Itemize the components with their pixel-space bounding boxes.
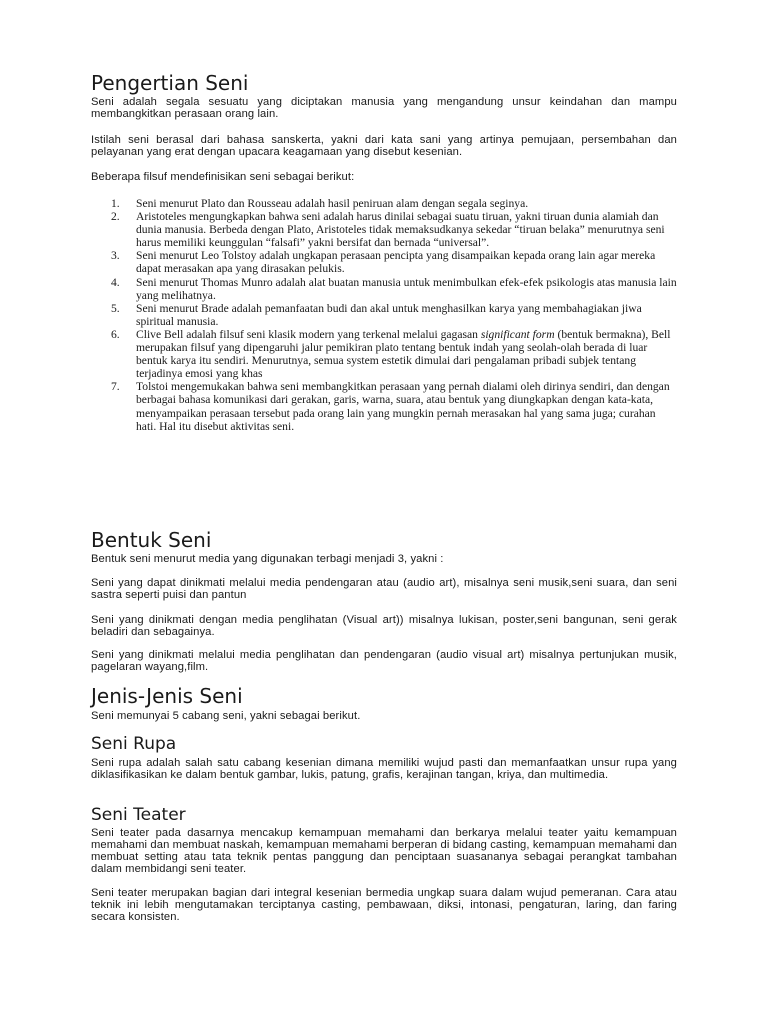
list-item (91, 276, 677, 302)
paragraph-audio-visual-art: Seni yang dinikmati melalui media penglihatan dan pendengaran (audio visual art) misalnya pertunjukan musik, pagelaran wayang,film. (91, 649, 677, 673)
paragraph-seni-rupa: Seni rupa adalah salah satu cabang kesenian dimana memiliki wujud pasti dan memanfaatkan unsur rupa yang diklasifikasikan ke dalam bentuk gambar, lukis, patung, grafis, kerajinan tangan, kriya, dan multimedia. (91, 757, 677, 781)
list-text-a: Clive Bell adalah filsuf seni klasik modern yang terkenal melalui gagasan (136, 327, 481, 341)
list-text: Seni menurut Leo Tolstoy adalah ungkapan perasaan pencipta yang disampaikan kepada orang lain agar mereka dapat merasakan apa yang dirasakan pelukis. (136, 249, 656, 276)
heading-bentuk-seni: Bentuk Seni (91, 528, 212, 552)
list-number: 2. (111, 210, 120, 224)
heading-seni-teater: Seni Teater (91, 805, 186, 825)
paragraph-bentuk-intro: Bentuk seni menurut media yang digunakan terbagi menjadi 3, yakni : (91, 553, 444, 565)
philosophers-list (91, 197, 677, 433)
list-item (91, 249, 677, 275)
list-number: 3. (111, 249, 120, 263)
paragraph-jenis-intro: Seni memunyai 5 cabang seni, yakni sebagai berikut. (91, 710, 361, 722)
paragraph-philosophers-intro: Beberapa filsuf mendefinisikan seni sebagai berikut: (91, 171, 355, 183)
paragraph-teater-1: Seni teater pada dasarnya mencakup kemampuan memahami dan berkarya melalui teater yaitu kemampuan memahami dan membuat naskah, kemampuan memahami berperan di bidang casting, kemampuan memahami dan membuat setting atau tata teknik pentas panggung dan penciptaan suasananya sebagai perangkat tambahan dalam membidangi seni teater. (91, 827, 677, 875)
list-item (91, 328, 677, 380)
list-item (91, 380, 677, 432)
list-text: Seni menurut Brade adalah pemanfaatan budi dan akal untuk menghasilkan karya yang membahagiakan jiwa spiritual manusia. (136, 301, 642, 328)
list-text: Aristoteles mengungkapkan bahwa seni adalah harus dinilai sebagai suatu tiruan, yakni tiruan dunia alamiah dan dunia manusia. Berbeda dengan Plato, Aristoteles tidak memaksudkanya sekedar “tiruan belaka” menurutnya seni harus memiliki keunggulan “falsafi” yakni bersifat dan bernada “universal”. (136, 210, 665, 250)
paragraph-teater-2: Seni teater merupakan bagian dari integral kesenian bermedia ungkap suara dalam wujud pemeranan. Cara atau teknik ini lebih mengutamakan terciptanya casting, pembawaan, diksi, intonasi, pengaturan, laring, dan faring secara konsisten. (91, 887, 677, 923)
list-text-emphasis: significant form (480, 327, 555, 341)
paragraph-audio-art: Seni yang dapat dinikmati melalui media pendengaran atau (audio art), misalnya seni musik,seni suara, dan seni sastra seperti puisi dan pantun (91, 577, 677, 601)
list-number: 1. (111, 197, 120, 210)
heading-pengertian-seni: Pengertian Seni (91, 71, 249, 95)
list-item (91, 302, 677, 328)
paragraph-definition: Seni adalah segala sesuatu yang diciptakan manusia yang mengandung unsur keindahan dan mampu membangkitkan perasaan orang lain. (91, 96, 677, 120)
paragraph-visual-art: Seni yang dinikmati dengan media penglihatan (Visual art)) misalnya lukisan, poster,seni bangunan, seni gerak beladiri dan sebagainya. (91, 614, 677, 638)
list-number: 4. (111, 275, 120, 289)
list-item (91, 210, 677, 249)
list-text-b: (bentuk bermakna), Bell merupakan filsuf yang dipengaruhi jalur pemikiran plato tentang bentuk indah yang seolah-olah berada di luar bentuk karya itu sendiri. Menurutnya, semua system estetik dimulai dari pengalaman pribadi subjek tentang terjadinya emosi yang khas (136, 327, 671, 381)
list-number: 5. (111, 301, 120, 315)
list-item (91, 197, 677, 210)
list-number: 6. (111, 327, 120, 341)
heading-seni-rupa: Seni Rupa (91, 734, 177, 754)
heading-jenis-jenis-seni: Jenis-Jenis Seni (91, 684, 243, 708)
list-number: 7. (111, 380, 120, 394)
list-text: Seni menurut Thomas Munro adalah alat buatan manusia untuk menimbulkan efek-efek psikologis atas manusia lain yang melihatnya. (136, 275, 677, 302)
list-text: Tolstoi mengemukakan bahwa seni membangkitkan perasaan yang pernah dialami oleh dirinya sendiri, dan dengan berbagai bahasa komunikasi dari gerakan, garis, warna, suara, atau bentuk yang diungkapkan dengan kata-kata, menyampaikan perasaan tersebut pada orang lain yang mungkin pernah merasakan hal yang sama juga; curahan hati. Hal itu disebut aktivitas seni. (136, 380, 670, 433)
list-text: Seni menurut Plato dan Rousseau adalah hasil peniruan alam dengan segala seginya. (136, 197, 529, 210)
paragraph-etymology: Istilah seni berasal dari bahasa sanskerta, yakni dari kata sani yang artinya pemujaan, persembahan dan pelayanan yang erat dengan upacara keagamaan yang disebut kesenian. (91, 134, 677, 158)
